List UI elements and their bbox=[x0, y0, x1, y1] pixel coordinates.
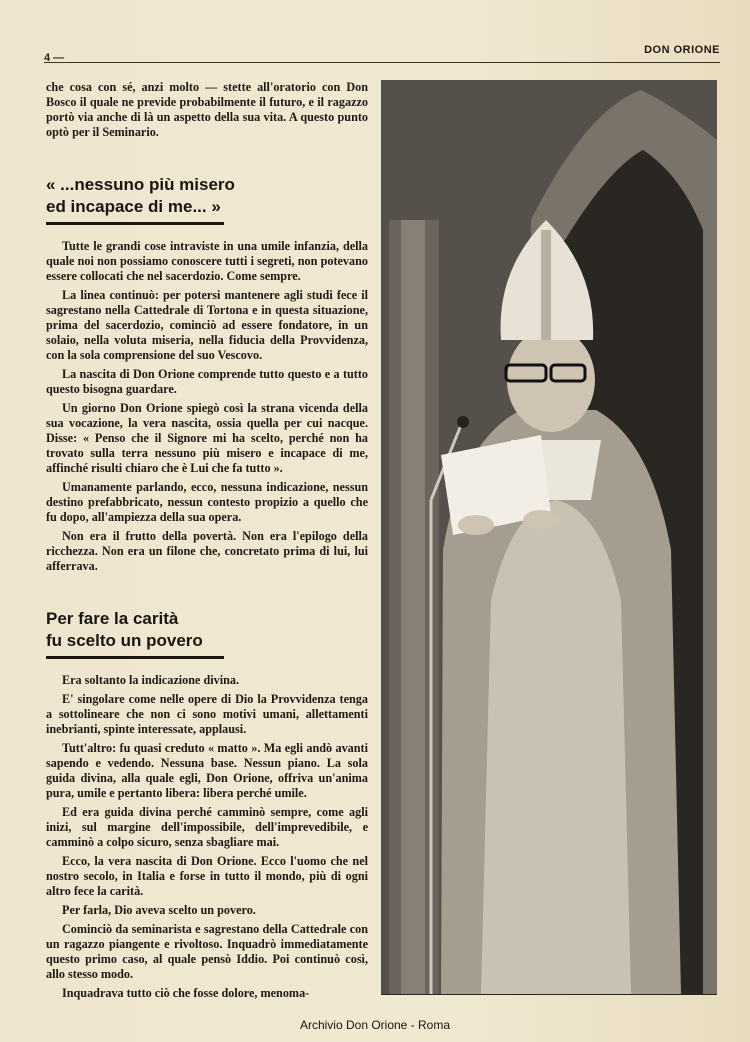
section1-paragraph: Umanamente parlando, ecco, nessuna indicazione, nessun destino prefabbricato, nessun contesto propizio a quello che fu dopo, all'ampiezza della sua opera. bbox=[46, 480, 368, 524]
vestment-front bbox=[481, 500, 631, 994]
archive-stamp: Archivio Don Orione - Roma bbox=[299, 1018, 451, 1032]
left-hand bbox=[458, 515, 494, 535]
section1-paragraph: La linea continuò: per potersi mantenere agli studi fece il sagrestano nella Cattedrale di Tortona e in questa situazione, prima del sacerdozio, cominciò ad essere fondatore, in un solaio, nella voluta miseria, nella fiducia della Provvidenza, con la sola comprensione del suo Vescovo. bbox=[46, 288, 368, 362]
mitre-band bbox=[541, 230, 551, 340]
section1-paragraph: Tutte le grandi cose intraviste in una umile infanzia, della quale noi non possiamo conoscere tutti i segreti, non potevano essere collocati che nel sacerdozio. Come sempre. bbox=[46, 239, 368, 283]
left-column-highlight bbox=[401, 220, 425, 994]
section1-paragraph: Un giorno Don Orione spiegò così la strana vicenda della sua vocazione, la vera nascita, ossia quella per cui nacque. Disse: « Penso che il Signore mi ha scelto, perché non ha trovato sulla terra nessuno più misero e incapace di me, affinché risulti chiaro che è Lui che fa tutto ». bbox=[46, 401, 368, 475]
article-column bbox=[46, 80, 368, 1005]
section2-paragraph: Per farla, Dio aveva scelto un povero. bbox=[62, 903, 256, 917]
section1-heading-rule bbox=[46, 222, 224, 225]
section2-heading bbox=[46, 608, 368, 652]
page-number: 4 — bbox=[44, 52, 65, 64]
section2-paragraph: Tutt'altro: fu quasi creduto « matto ». Ma egli andò avanti sapendo e vedendo. Nessuna base. Nessun piano. La sola guida divina, alla quale egli, Don Orione, offriva un'anima pura, umile e pertanto libera: libera perché umile. bbox=[46, 741, 368, 800]
section2-paragraph: Era soltanto la indicazione divina. bbox=[62, 673, 240, 687]
section1-paragraph: Non era il frutto della povertà. Non era l'epilogo della ricchezza. Non era un filone che, concretato prima di lui, lui afferrava. bbox=[46, 529, 368, 573]
header-rule bbox=[44, 62, 720, 63]
running-head: DON ORIONE bbox=[644, 44, 720, 56]
section2-heading-line1: Per fare la carità bbox=[46, 609, 179, 628]
bishop-photograph bbox=[381, 80, 717, 994]
section2-paragraph: Inquadrava tutto ciò che fosse dolore, menoma- bbox=[62, 986, 310, 1000]
section2-paragraph: E' singolare come nelle opere di Dio la Provvidenza tenga a sottolineare che non ci sono motivi umani, allettamenti inebrianti, spinte interessate, applausi. bbox=[46, 692, 368, 736]
section1-paragraph: La nascita di Don Orione comprende tutto questo e a tutto questo bisogna guardare. bbox=[46, 367, 368, 396]
section1-heading-line1: « ...nessuno più misero bbox=[46, 175, 235, 194]
microphone bbox=[457, 416, 469, 428]
section2-paragraph: Ed era guida divina perché camminò sempre, come agli inizi, sul margine dell'impossibile, dell'imprevedibile, e camminò a colpo sicuro, senza sbagliare mai. bbox=[46, 805, 368, 849]
bishop-photo-illustration bbox=[381, 80, 717, 994]
section1-heading-line2: ed incapace di me... » bbox=[46, 197, 221, 216]
intro-paragraph: che cosa con sé, anzi molto — stette all'oratorio con Don Bosco il quale ne previde probabilmente il futuro, e il ragazzo portò via anche di là un aspetto della sua vita. A questo punto optò per il Seminario. bbox=[46, 80, 368, 139]
section2-paragraph: Cominciò da seminarista e sagrestano della Cattedrale con un ragazzo piangente e rivoltoso. Inquadrò immediatamente questo primo caso, al quale pensò Iddio. Poi continuò così, allo stesso modo. bbox=[46, 922, 368, 981]
section1-heading bbox=[46, 174, 368, 218]
section2-heading-line2: fu scelto un povero bbox=[46, 631, 203, 650]
section2-heading-rule bbox=[46, 656, 224, 659]
section2-paragraph: Ecco, la vera nascita di Don Orione. Ecco l'uomo che nel nostro secolo, in Italia e forse in tutto il mondo, più di ogni altro fece la carità. bbox=[46, 854, 368, 898]
right-hand bbox=[523, 510, 559, 530]
photo-bottom-rule bbox=[381, 994, 717, 995]
